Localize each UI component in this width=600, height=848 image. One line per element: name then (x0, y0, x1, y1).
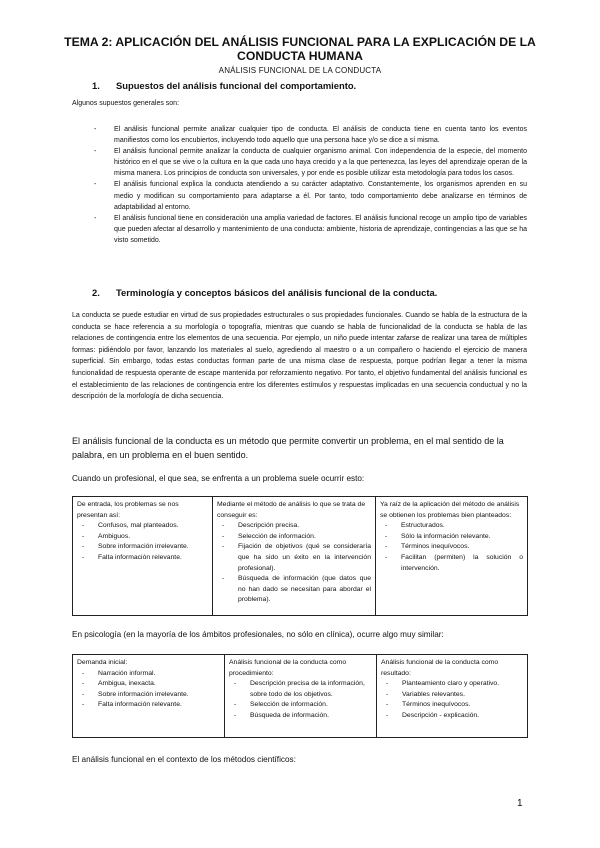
list-item: - El análisis funcional permite analizar la conducta de cualquier organismo animal. Con independencia de la especie, del momento histórico en el que se vive o la cultura en la que cada uno haya crecido y a la que pertenezca, las leyes del aprendizaje operan de la misma manera. Los principios de conducta son universales, y por ende es posible utilizar esta metodología para todos los casos. (114, 146, 527, 179)
table-row (73, 497, 528, 616)
list-item: - Descripción precisa de la información, sobre todo de los objetivos. (250, 679, 372, 700)
table-cell (225, 655, 377, 738)
list-item: - Descripción - explicación. (402, 711, 523, 722)
list-item: - Ambigua, inexacta. (98, 679, 220, 690)
cell-list (380, 521, 523, 574)
list-item: - Selección de información. (238, 532, 371, 543)
table-cell (73, 655, 225, 738)
psychology-lead: En psicología (en la mayoría de los ámbitos profesionales, no sólo en clínica), ocurre algo muy similar: (72, 630, 444, 639)
list-item: - Fijación de objetivos (qué se consideraría que ha sido un éxito en la intervención profesional). (238, 542, 371, 574)
list-item: - Términos inequívocos. (402, 700, 523, 711)
list-item: - Confusos, mal planteados. (98, 521, 208, 532)
list-item: - Búsqueda de información (que datos que no han dado se necesitan para abordar el problema). (238, 574, 371, 606)
list-item: - Ambiguos. (98, 532, 208, 543)
assumptions-list (114, 124, 527, 246)
list-item: - Sobre información irrelevante. (98, 542, 208, 553)
section-2-number: 2. (92, 287, 100, 298)
psychology-comparison-table (72, 654, 528, 738)
list-item: - Variables relevantes. (402, 690, 523, 701)
functional-analysis-statement: El análisis funcional de la conducta es un método que permite convertir un problema, en el mal sentido de la palabra, en un problema en el buen sentido. (72, 436, 504, 460)
table-cell (73, 497, 213, 616)
cell-list (77, 669, 220, 711)
list-item: - Sólo la información relevante. (401, 532, 523, 543)
table-cell (213, 497, 376, 616)
list-item: - Falta información relevante. (98, 700, 220, 711)
document-title: TEMA 2: APLICACIÓN DEL ANÁLISIS FUNCIONAL PARA LA EXPLICACIÓN DE LA CONDUCTA HUMANA (64, 35, 536, 63)
list-item: - Facilitan (permiten) la solución o intervención. (401, 553, 523, 574)
list-item: - Búsqueda de información. (250, 711, 372, 722)
professional-problem-lead: Cuando un profesional, el que sea, se enfrenta a un problema suele ocurrir esto: (72, 474, 365, 483)
list-item: - El análisis funcional explica la conducta atendiendo a su carácter adaptativo. Constantemente, los organismos aprenden en su medio y modifican su comportamiento para adaptarse a él. Por tanto, todo comportamiento debe analizarse en términos de adaptabilidad al entorno. (114, 179, 527, 212)
list-item: - El análisis funcional permite analizar cualquier tipo de conducta. El análisis de conducta tiene en cuenta tanto los eventos manifiestos como los encubiertos, incluyendo todo aquello que una persona hace y/o se dice a sí misma. (114, 124, 527, 146)
cell-header: Ya raíz de la aplicación del método de análisis se obtienen los problemas bien planteados: (380, 501, 520, 519)
list-item: - El análisis funcional tiene en consideración una amplia variedad de factores. El análisis funcional recoge un amplio tipo de variables que pueden afectar al desarrollo y mantenimiento de una conducta: ambiente, historia de aprendizaje, contingencias a las que se ha visto sometido. (114, 213, 527, 246)
cell-list (229, 679, 372, 721)
section-2-heading (92, 287, 437, 298)
list-item: - Términos inequívocos. (401, 542, 523, 553)
list-item: - Estructurados. (401, 521, 523, 532)
cell-header: Análisis funcional de la conducta como procedimiento: (229, 659, 347, 677)
table-cell (377, 655, 528, 738)
cell-header: De entrada, los problemas se nos presentan así: (77, 501, 179, 519)
list-item: - Planteamiento claro y operativo. (402, 679, 523, 690)
section-1-heading (92, 80, 356, 91)
list-item: - Sobre información irrelevante. (98, 690, 220, 701)
section-1-title: Supuestos del análisis funcional del comportamiento. (116, 80, 357, 91)
cell-list (381, 679, 523, 721)
cell-header: Demanda inicial: (77, 659, 128, 666)
table-cell (376, 497, 528, 616)
list-item: - Selección de información. (250, 700, 372, 711)
list-item: - Descripción precisa. (238, 521, 371, 532)
scientific-methods-lead: El análisis funcional en el contexto de los métodos científicos: (72, 755, 296, 764)
document-subtitle: ANÁLISIS FUNCIONAL DE LA CONDUCTA (218, 66, 382, 75)
section-2-paragraph: La conducta se puede estudiar en virtud de sus propiedades estructurales o sus propiedades funcionales. Cuando se habla de la estructura de la conducta se hace referencia a su morfología o topografía, mientras que cuando se habla de funcionalidad de la conducta se habla de las relaciones de contingencia entre los elementos de una secuencia. Por ejemplo, un niño puede intentar zafarse de realizar una tarea de múltiples formas: pidiéndolo por favor, lanzando los materiales al suelo, agrediendo al maestro o a un compañero o haciendo el ejercicio de manera superficial. Sin embargo, todas estas conductas forman parte de una misma clase de respuesta, porque podrían llegar a tener la misma funcionalidad de respuesta operante de escape mantenida por reforzamiento negativo. Por tanto, el objetivo fundamental del análisis funcional es el establecimiento de las relaciones de contingencia entre los diferentes estímulos y respuestas implicadas en una secuencia conductual y no la descripción de la morfología de dicha secuencia. (72, 312, 527, 401)
table-row (73, 655, 528, 738)
page-number: 1 (517, 798, 523, 809)
list-item: - Narración informal. (98, 669, 220, 680)
section-1-number: 1. (92, 80, 100, 91)
section-2-title: Terminología y conceptos básicos del análisis funcional de la conducta. (116, 287, 438, 298)
cell-header: Mediante el método de análisis lo que se trata de conseguir es: (217, 501, 366, 519)
cell-header: Análisis funcional de la conducta como resultado: (381, 659, 499, 677)
cell-list (77, 521, 208, 563)
list-item: - Falta información relevante. (98, 553, 208, 564)
section-1-intro: Algunos supuestos generales son: (72, 100, 180, 107)
cell-list (217, 521, 371, 606)
problem-comparison-table (72, 496, 528, 616)
